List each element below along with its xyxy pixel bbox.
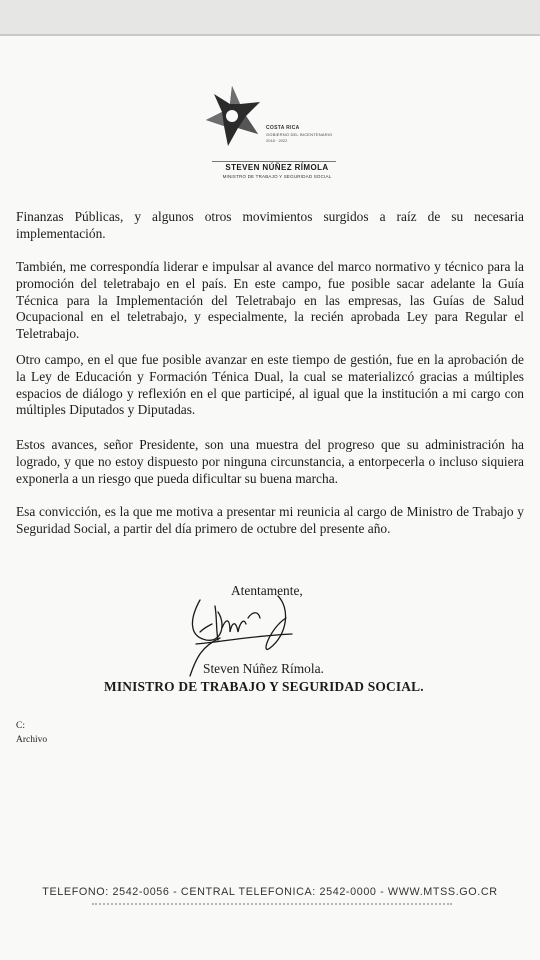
signatory-name: Steven Núñez Rímola. — [203, 661, 324, 676]
letter-paragraph — [16, 437, 524, 487]
paragraph-text: Finanzas Públicas, y algunos otros movimientos surgidos a raíz de su necesaria implementación. — [16, 209, 524, 241]
star-logo-icon — [202, 84, 266, 148]
copies-recipient: Archivo — [16, 735, 48, 745]
letterhead-motto: GOBIERNO DEL BICENTENARIO — [266, 132, 333, 137]
closing-salutation: Atentamente, — [231, 583, 303, 598]
letterhead-motto-years: 2018 · 2022 — [266, 138, 288, 143]
copies-label: C: — [16, 721, 25, 731]
letterhead-role: MINISTRO DE TRABAJO Y SEGURIDAD SOCIAL — [222, 174, 332, 179]
letter-paragraph — [16, 352, 524, 419]
letter-paragraph — [16, 259, 524, 343]
letter-paragraph — [16, 209, 524, 243]
letterhead-name: STEVEN NÚÑEZ RÍMOLA — [225, 163, 329, 172]
paragraph-text: Otro campo, en el que fue posible avanzar en este tiempo de gestión, fue en la aprobación de la Ley de Educación y Formación Ténica Dual, la cual se materializcó gracias a múltiples espacios de diálogo y reflexión en el que participé, al igual que la institución a mi cargo con múltiples Diputados y Diputadas. — [16, 352, 524, 418]
paragraph-text: También, me correspondía liderar e impulsar al avance del marco normativo y técnico para la promoción del teletrabajo en el país. En este campo, fue posible sacar adelante la Guía Técnica para la Implementación del Teletrabajo en las empresas, las Guías de Salud Ocupacional en el teletrabajo, y especialmente, la recién aprobada Ley para Regular el Teletrabajo. — [16, 259, 524, 342]
letter-paragraph — [16, 504, 524, 538]
footer-contact: TELEFONO: 2542-0056 - CENTRAL TELEFONICA: 2542-0000 - WWW.MTSS.GO.CR — [42, 886, 498, 898]
signatory-title: MINISTRO DE TRABAJO Y SEGURIDAD SOCIAL. — [104, 679, 424, 694]
paragraph-text: Estos avances, señor Presidente, son una muestra del progreso que su administración ha logrado, y que no estoy dispuesto por ninguna circunstancia, a entorpecerla o incluso siquiera exponerla a un riesgo que pueda dificultar su buena marcha. — [16, 437, 524, 486]
page-top-edge — [0, 34, 540, 36]
footer-address-faded — [92, 903, 452, 909]
letterhead-country: COSTA RICA — [266, 125, 300, 131]
paragraph-text: Esa convicción, es la que me motiva a presentar mi reunicia al cargo de Ministro de Trabajo y Seguridad Social, a partir del día primero de octubre del presente año. — [16, 504, 524, 536]
letterhead-divider — [212, 161, 336, 162]
ministry-letterhead — [202, 50, 342, 182]
